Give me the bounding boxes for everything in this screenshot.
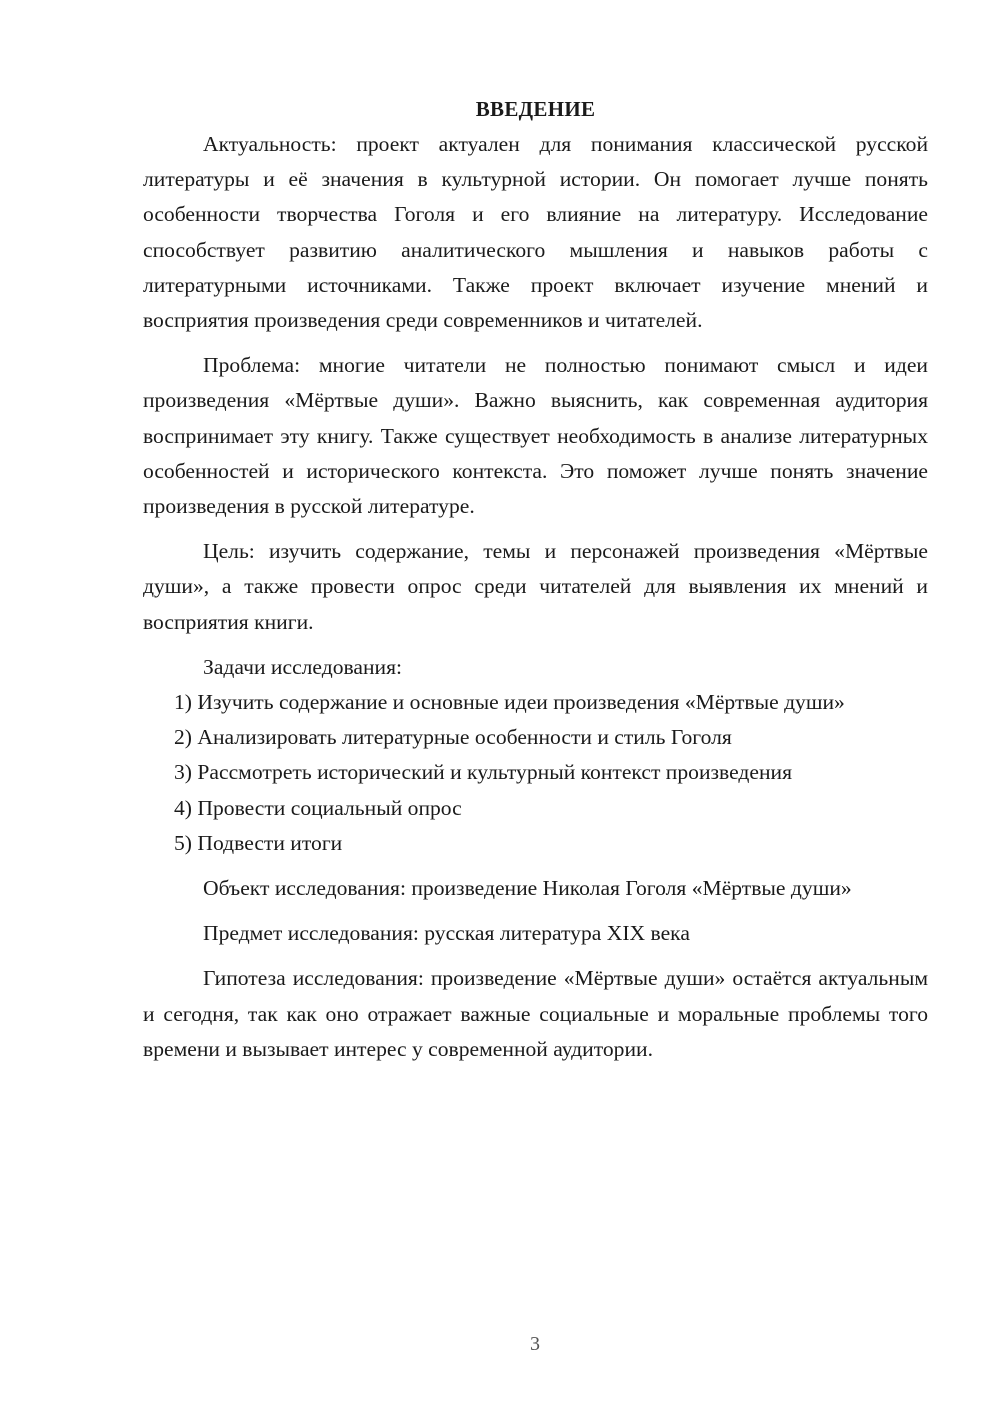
task-item-3: 3) Рассмотреть исторический и культурный контекст произведения (174, 760, 793, 785)
goal-paragraph: Цель: изучить содержание, темы и персонажей произведения «Мёртвые души», а также провести опрос среди читателей для выявления их мнений и восприятия книги. (143, 539, 928, 634)
page-number: 3 (530, 1333, 540, 1355)
page-content (143, 92, 928, 1067)
object-paragraph: Объект исследования: произведение Николая Гоголя «Мёртвые души» (203, 876, 852, 901)
subject-paragraph: Предмет исследования: русская литература XIX века (203, 921, 690, 946)
task-item-2: 2) Анализировать литературные особенности и стиль Гоголя (174, 725, 732, 750)
relevance-paragraph: Актуальность: проект актуален для понимания классической русской литературы и её значения в культурной истории. Он помогает лучше понять особенности творчества Гоголя и его влияние на литературу. Исследование способствует развитию аналитического мышления и навыков работы с литературными источниками. Также проект включает изучение мнений и восприятия произведения среди современников и читателей. (143, 132, 928, 333)
task-item-5: 5) Подвести итоги (174, 830, 343, 855)
hypothesis-paragraph: Гипотеза исследования: произведение «Мёртвые души» остаётся актуальным и сегодня, так как оно отражает важные социальные и моральные проблемы того времени и вызывает интерес у современной аудитории. (143, 966, 928, 1061)
problem-paragraph: Проблема: многие читатели не полностью понимают смысл и идеи произведения «Мёртвые души». Важно выяснить, как современная аудитория воспринимает эту книгу. Также существует необходимость в анализе литературных особенностей и исторического контекста. Это поможет лучше понять значение произведения в русской литературе. (143, 353, 928, 519)
task-item-1: 1) Изучить содержание и основные идеи произведения «Мёртвые души» (174, 690, 845, 715)
task-item-4: 4) Провести социальный опрос (174, 795, 462, 820)
tasks-title: Задачи исследования: (203, 654, 403, 679)
page-title: ВВЕДЕНИЕ (475, 97, 596, 121)
